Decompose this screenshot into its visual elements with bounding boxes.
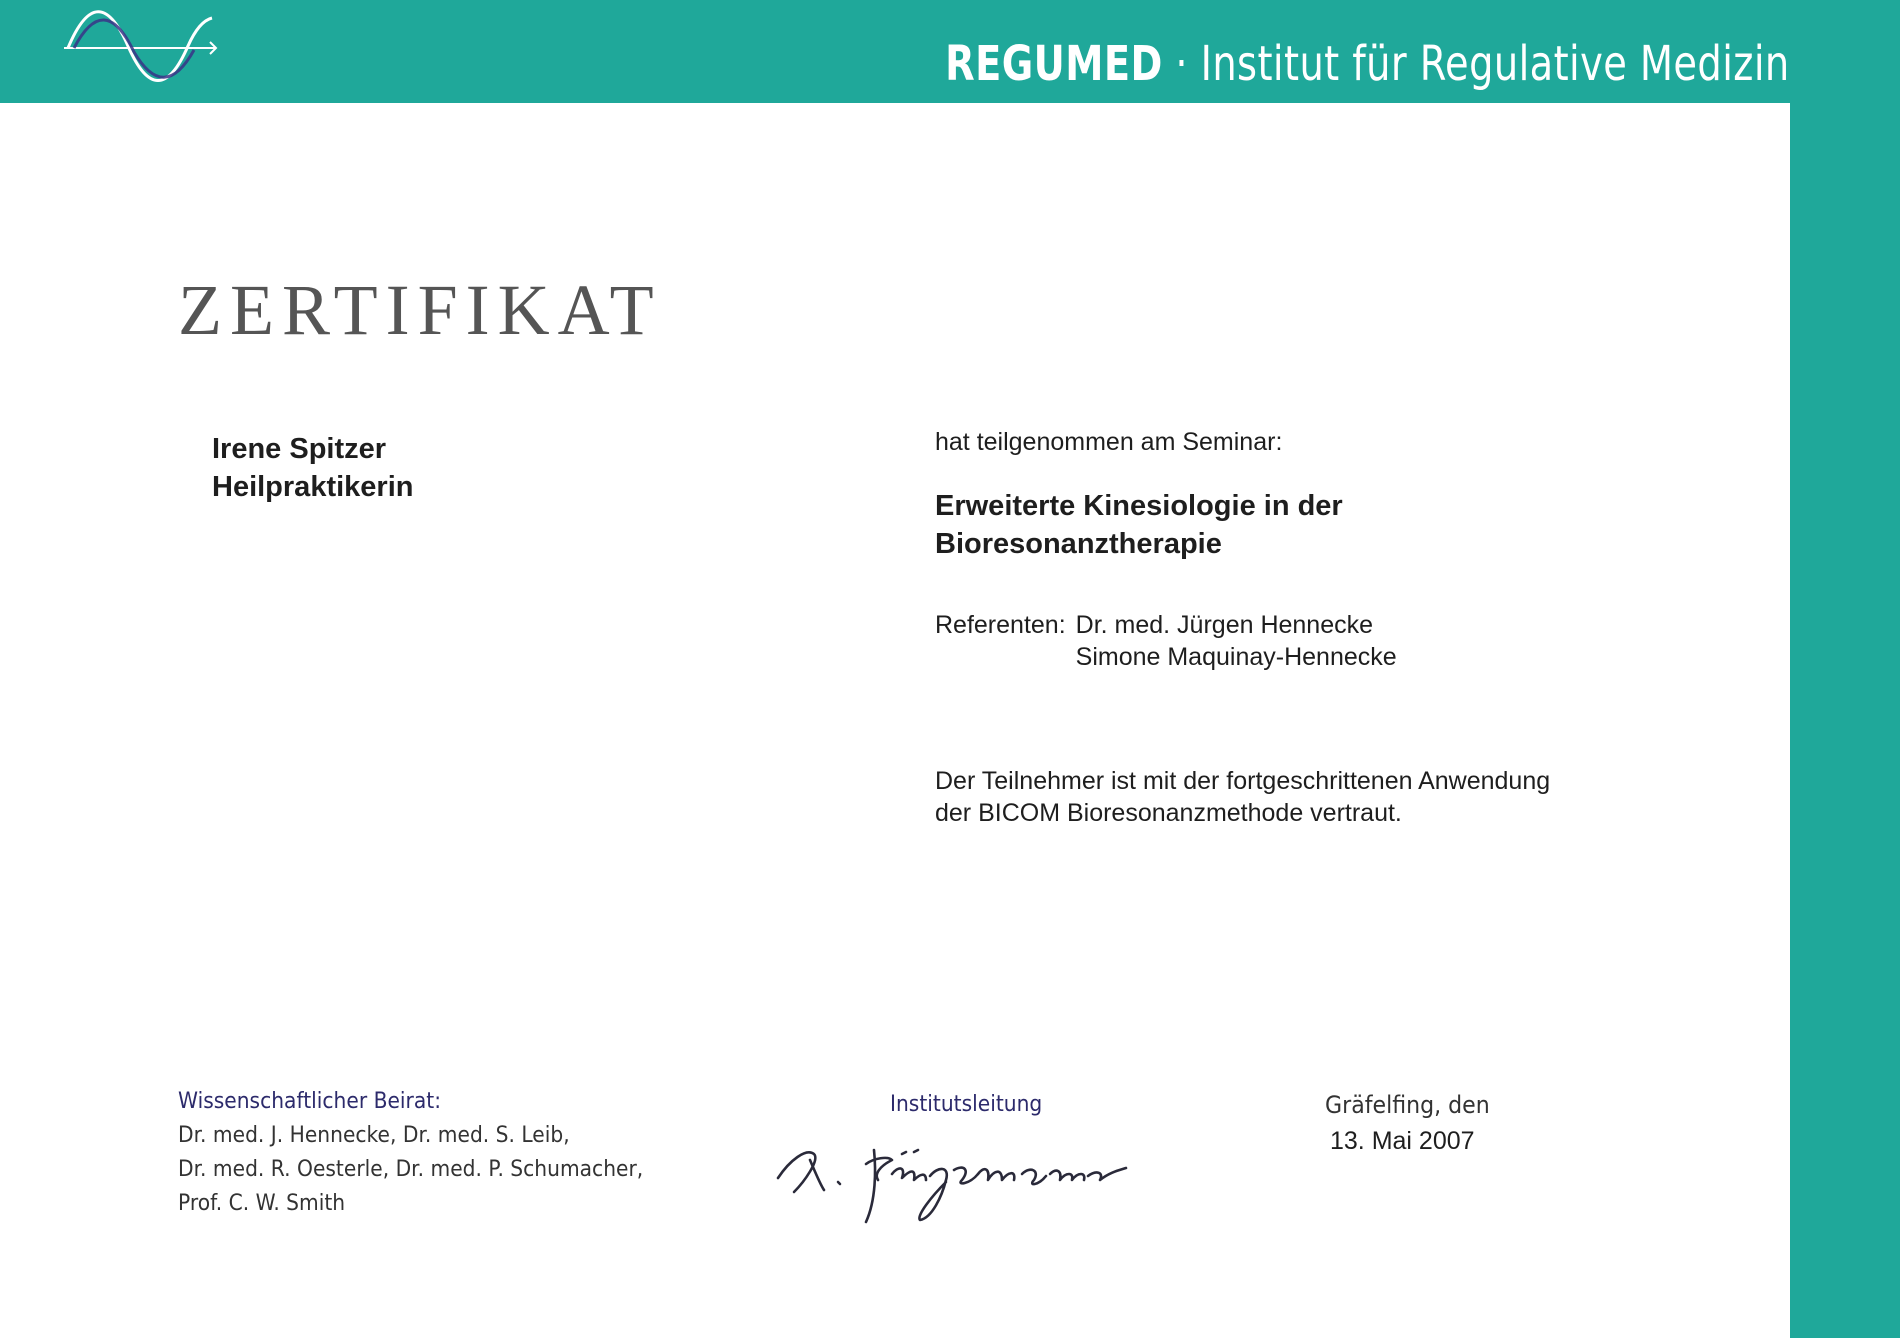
recipient-profession: Heilpraktikerin	[212, 471, 414, 503]
advisory-line: Dr. med. R. Oesterle, Dr. med. P. Schumacher,	[178, 1157, 644, 1182]
speakers-label: Referenten:	[935, 611, 1066, 639]
institute-title	[946, 34, 1791, 94]
title-separator: ·	[1175, 36, 1189, 92]
right-side-band	[1790, 0, 1900, 1338]
signature-icon	[770, 1130, 1170, 1230]
advisory-board	[178, 1085, 643, 1221]
statement-line: Der Teilnehmer ist mit der fortgeschrittenen Anwendung	[935, 767, 1551, 795]
seminar-title-line: Erweiterte Kinesiologie in der	[935, 490, 1343, 522]
institute-name: Institut für Regulative Medizin	[1200, 36, 1790, 92]
advisory-line: Dr. med. J. Hennecke, Dr. med. S. Leib,	[178, 1123, 570, 1148]
leadership-label: Institutsleitung	[890, 1092, 1043, 1117]
place-label: Gräfelfing, den	[1325, 1091, 1490, 1119]
competence-statement	[935, 765, 1755, 829]
advisory-label: Wissenschaftlicher Beirat:	[178, 1089, 442, 1114]
statement-line: der BICOM Bioresonanzmethode vertraut.	[935, 799, 1402, 827]
seminar-details	[935, 425, 1755, 829]
recipient-name: Irene Spitzer	[212, 433, 387, 465]
speaker-name: Dr. med. Jürgen Hennecke	[1075, 611, 1374, 639]
participation-intro: hat teilgenommen am Seminar:	[935, 428, 1283, 456]
wave-logo-icon	[60, 6, 220, 82]
issue-date: 13. Mai 2007	[1330, 1127, 1475, 1155]
speaker-name: Simone Maquinay-Hennecke	[1075, 643, 1397, 671]
recipient-block	[212, 430, 413, 506]
certificate-title: ZERTIFIKAT	[178, 270, 662, 350]
place-date-block	[1325, 1088, 1504, 1158]
brand-name: REGUMED	[945, 36, 1164, 92]
seminar-title-line: Bioresonanztherapie	[935, 528, 1222, 560]
seminar-title	[935, 487, 1755, 563]
speakers-list	[1076, 609, 1397, 673]
advisory-line: Prof. C. W. Smith	[178, 1191, 346, 1216]
speakers-block	[935, 609, 1755, 673]
